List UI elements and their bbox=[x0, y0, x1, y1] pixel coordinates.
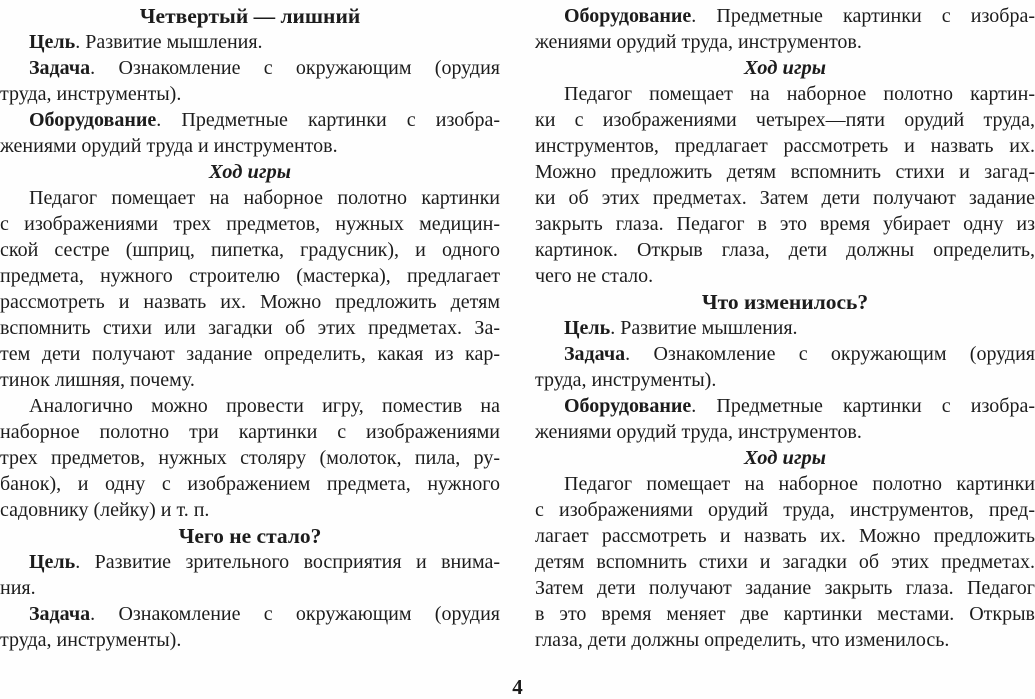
text-line bbox=[0, 29, 500, 55]
text-run: . Предметные картинки с изобра- bbox=[691, 5, 1035, 27]
paragraph bbox=[535, 315, 1035, 341]
text-line bbox=[535, 211, 1035, 237]
text-line bbox=[0, 185, 500, 211]
text-line bbox=[535, 549, 1035, 575]
text-line bbox=[0, 289, 500, 315]
text-line bbox=[0, 55, 500, 81]
subsection-heading: Ход игры bbox=[744, 447, 826, 469]
text-line bbox=[535, 523, 1035, 549]
paragraph bbox=[0, 185, 500, 393]
text-line bbox=[535, 497, 1035, 523]
text-run: вспомнить стихи или загадки об этих предметах. За- bbox=[0, 317, 500, 339]
text-line bbox=[0, 549, 500, 575]
text-run: . Предметные картинки с изобра- bbox=[691, 395, 1035, 417]
text-line bbox=[0, 575, 500, 601]
run-in-label: Задача bbox=[29, 603, 91, 625]
text-run: трех предметов, нужных столяру (молоток, пила, ру- bbox=[0, 447, 500, 469]
text-line bbox=[535, 575, 1035, 601]
section-heading: Что изменилось? bbox=[701, 290, 869, 314]
text-run: закрыть глаза. Педагог в это время убирает одну из bbox=[535, 213, 1035, 235]
text-run: ки об этих предметах. Затем дети получают задание bbox=[535, 187, 1035, 209]
text-line bbox=[0, 341, 500, 367]
text-run: лагает рассмотреть и назвать их. Можно предложить bbox=[535, 525, 1035, 547]
text-run: труда, инструменты). bbox=[0, 629, 182, 651]
text-line bbox=[0, 211, 500, 237]
text-run: . Ознакомление с окружающим (орудия bbox=[90, 603, 500, 625]
text-run: Педагог помещает на наборное полотно картинки bbox=[564, 473, 1035, 495]
run-in-label: Цель bbox=[564, 317, 611, 339]
text-run: ки с изображениями четырех—пяти орудий труда, bbox=[535, 109, 1035, 131]
text-line bbox=[0, 237, 500, 263]
column-right bbox=[535, 3, 1035, 653]
text-line bbox=[0, 601, 500, 627]
text-line bbox=[535, 133, 1035, 159]
run-in-label: Задача bbox=[29, 57, 91, 79]
text-run: в это время меняет две картинки местами. Открыв bbox=[535, 603, 1035, 625]
text-run: жениями орудий труда, инструментов. bbox=[535, 421, 862, 443]
text-line bbox=[0, 627, 500, 653]
text-run: Педагог помещает на наборное полотно картинки bbox=[29, 187, 500, 209]
text-run: тем дети получают задание определить, какая из кар- bbox=[0, 343, 500, 365]
text-run: картинок. Открыв глаза, дети должны определить, bbox=[535, 239, 1035, 261]
text-run: рассмотреть и назвать их. Можно предложить детям bbox=[0, 291, 500, 313]
text-run: жениями орудий труда и инструментов. bbox=[0, 135, 338, 157]
text-line bbox=[535, 419, 1035, 445]
paragraph bbox=[0, 549, 500, 601]
text-run: жениями орудий труда, инструментов. bbox=[535, 31, 862, 53]
text-line bbox=[0, 133, 500, 159]
text-run: Можно предложить детям вспомнить стихи и загад- bbox=[535, 161, 1035, 183]
text-run: . Развитие мышления. bbox=[75, 31, 263, 53]
text-run: предмета, нужного строителю (мастерка), предлагает bbox=[0, 265, 500, 287]
text-run: детям вспомнить стихи и загадки об этих предметах. bbox=[535, 551, 1035, 573]
text-line bbox=[535, 263, 1035, 289]
text-line bbox=[535, 367, 1035, 393]
text-line bbox=[0, 393, 500, 419]
paragraph bbox=[0, 107, 500, 159]
paragraph bbox=[535, 81, 1035, 289]
run-in-label: Цель bbox=[29, 551, 76, 573]
paragraph bbox=[535, 393, 1035, 445]
text-line bbox=[535, 185, 1035, 211]
text-run: садовнику (лейку) и т. п. bbox=[0, 499, 210, 521]
text-line bbox=[535, 237, 1035, 263]
text-run: с изображениями орудий труда, инструментов, пред- bbox=[535, 499, 1035, 521]
paragraph bbox=[535, 471, 1035, 653]
text-line bbox=[535, 107, 1035, 133]
text-run: труда, инструменты). bbox=[0, 83, 182, 105]
text-line bbox=[0, 445, 500, 471]
paragraph bbox=[535, 341, 1035, 393]
section-heading: Четвертый — лишний bbox=[139, 4, 361, 28]
paragraph bbox=[535, 3, 1035, 55]
text-line bbox=[0, 471, 500, 497]
subsection-heading: Ход игры bbox=[209, 161, 291, 183]
text-line bbox=[0, 107, 500, 133]
text-line bbox=[535, 3, 1035, 29]
text-run: инструментов, предлагает рассмотреть и назвать их. bbox=[535, 135, 1035, 157]
paragraph bbox=[0, 601, 500, 653]
text-line bbox=[535, 81, 1035, 107]
run-in-label: Оборудование bbox=[564, 395, 692, 417]
run-in-label: Оборудование bbox=[564, 5, 692, 27]
text-line bbox=[535, 341, 1035, 367]
text-columns bbox=[0, 3, 1035, 653]
paragraph bbox=[0, 29, 500, 55]
run-in-label: Цель bbox=[29, 31, 76, 53]
text-line bbox=[535, 471, 1035, 497]
text-line bbox=[0, 497, 500, 523]
text-run: Аналогично можно провести игру, поместив на bbox=[29, 395, 500, 417]
text-run: . Ознакомление с окружающим (орудия bbox=[90, 57, 500, 79]
section-heading: Чего не стало? bbox=[178, 524, 322, 548]
text-line bbox=[0, 263, 500, 289]
paragraph bbox=[0, 393, 500, 523]
text-run: чего не стало. bbox=[535, 265, 654, 287]
text-run: банок), и одну с изображением предмета, нужного bbox=[0, 473, 500, 495]
text-run: с изображениями трех предметов, нужных медицин- bbox=[0, 213, 500, 235]
paragraph bbox=[0, 55, 500, 107]
text-run: наборное полотно три картинки с изображениями bbox=[0, 421, 500, 443]
text-run: Педагог помещает на наборное полотно картин- bbox=[564, 83, 1035, 105]
text-run: труда, инструменты). bbox=[535, 369, 717, 391]
text-line bbox=[535, 315, 1035, 341]
text-run: тинок лишняя, почему. bbox=[0, 369, 195, 391]
run-in-label: Задача bbox=[564, 343, 626, 365]
text-line bbox=[0, 315, 500, 341]
text-line bbox=[535, 393, 1035, 419]
text-run: . Ознакомление с окружающим (орудия bbox=[625, 343, 1035, 365]
text-line bbox=[535, 601, 1035, 627]
text-run: ния. bbox=[0, 577, 36, 599]
text-run: . Развитие зрительного восприятия и внима- bbox=[75, 551, 500, 573]
text-line bbox=[535, 159, 1035, 185]
text-run: ской сестре (шприц, пипетка, градусник), и одного bbox=[0, 239, 500, 261]
text-line bbox=[535, 29, 1035, 55]
page-number: 4 bbox=[512, 675, 523, 699]
run-in-label: Оборудование bbox=[29, 109, 157, 131]
text-line bbox=[0, 367, 500, 393]
text-line bbox=[535, 627, 1035, 653]
text-line bbox=[0, 419, 500, 445]
text-run: глаза, дети должны определить, что изменилось. bbox=[535, 629, 950, 651]
text-run: Затем дети получают задание закрыть глаза. Педагог bbox=[535, 577, 1035, 599]
text-run: . Развитие мышления. bbox=[610, 317, 798, 339]
subsection-heading: Ход игры bbox=[744, 57, 826, 79]
text-run: . Предметные картинки с изобра- bbox=[156, 109, 500, 131]
column-left bbox=[0, 3, 500, 653]
text-line bbox=[0, 81, 500, 107]
